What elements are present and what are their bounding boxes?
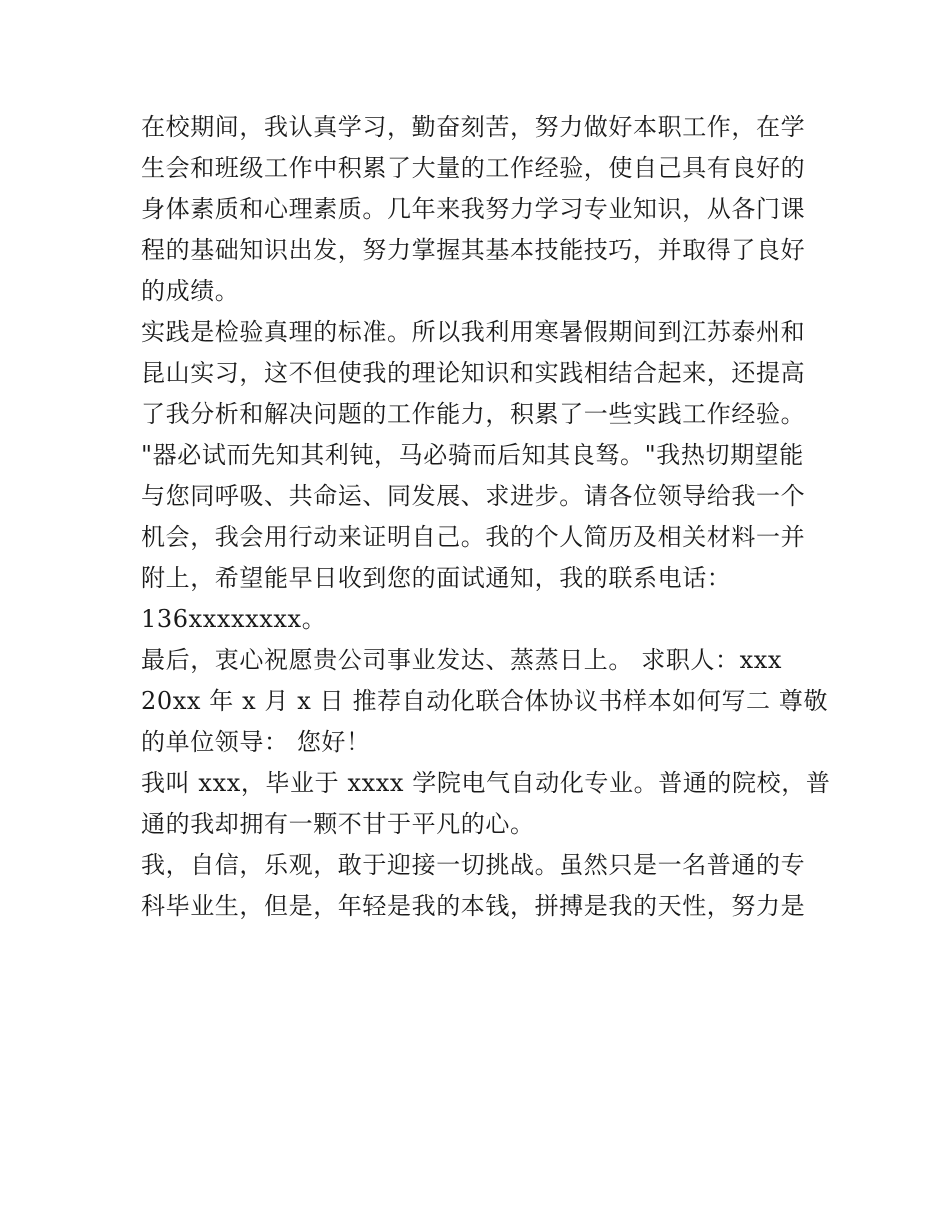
text-line: 我叫 xxx，毕业于 xxxx 学院电气自动化专业。普通的院校，普 <box>141 769 831 797</box>
text-line: 我，自信，乐观，敢于迎接一切挑战。虽然只是一名普通的专 <box>141 851 806 879</box>
text-line: 实践是检验真理的标准。所以我利用寒暑假期间到江苏泰州和 <box>141 318 806 346</box>
text-line: 20xx 年 x 月 x 日 推荐自动化联合体协议书样本如何写二 尊敬 <box>141 687 829 715</box>
text-line: 136xxxxxxxx。 <box>141 605 327 633</box>
text-line: 昆山实习，这不但使我的理论知识和实践相结合起来，还提高 <box>141 359 806 387</box>
text-line: 的单位领导： 您好！ <box>141 728 371 756</box>
text-line: 与您同呼吸、共命运、同发展、求进步。请各位领导给我一个 <box>141 482 806 510</box>
text-line: 在校期间，我认真学习，勤奋刻苦，努力做好本职工作，在学 <box>141 113 806 141</box>
text-line: 程的基础知识出发，努力掌握其基本技能技巧，并取得了良好 <box>141 236 806 264</box>
text-line: 附上，希望能早日收到您的面试通知，我的联系电话： <box>141 564 732 592</box>
document-body <box>141 107 831 927</box>
text-line: 了我分析和解决问题的工作能力，积累了一些实践工作经验。 <box>141 400 806 428</box>
text-line: 身体素质和心理素质。几年来我努力学习专业知识，从各门课 <box>141 195 806 223</box>
text-line: 科毕业生，但是，年轻是我的本钱，拼搏是我的天性，努力是 <box>141 892 806 920</box>
text-line: 通的我却拥有一颗不甘于平凡的心。 <box>141 810 535 838</box>
text-line: 最后，衷心祝愿贵公司事业发达、蒸蒸日上。 求职人：xxx <box>141 646 783 674</box>
text-line: 生会和班级工作中积累了大量的工作经验，使自己具有良好的 <box>141 154 806 182</box>
text-line: 的成绩。 <box>141 277 240 305</box>
text-line: 机会，我会用行动来证明自己。我的个人简历及相关材料一并 <box>141 523 806 551</box>
text-line: "器必试而先知其利钝，马必骑而后知其良驽。"我热切期望能 <box>141 441 804 469</box>
